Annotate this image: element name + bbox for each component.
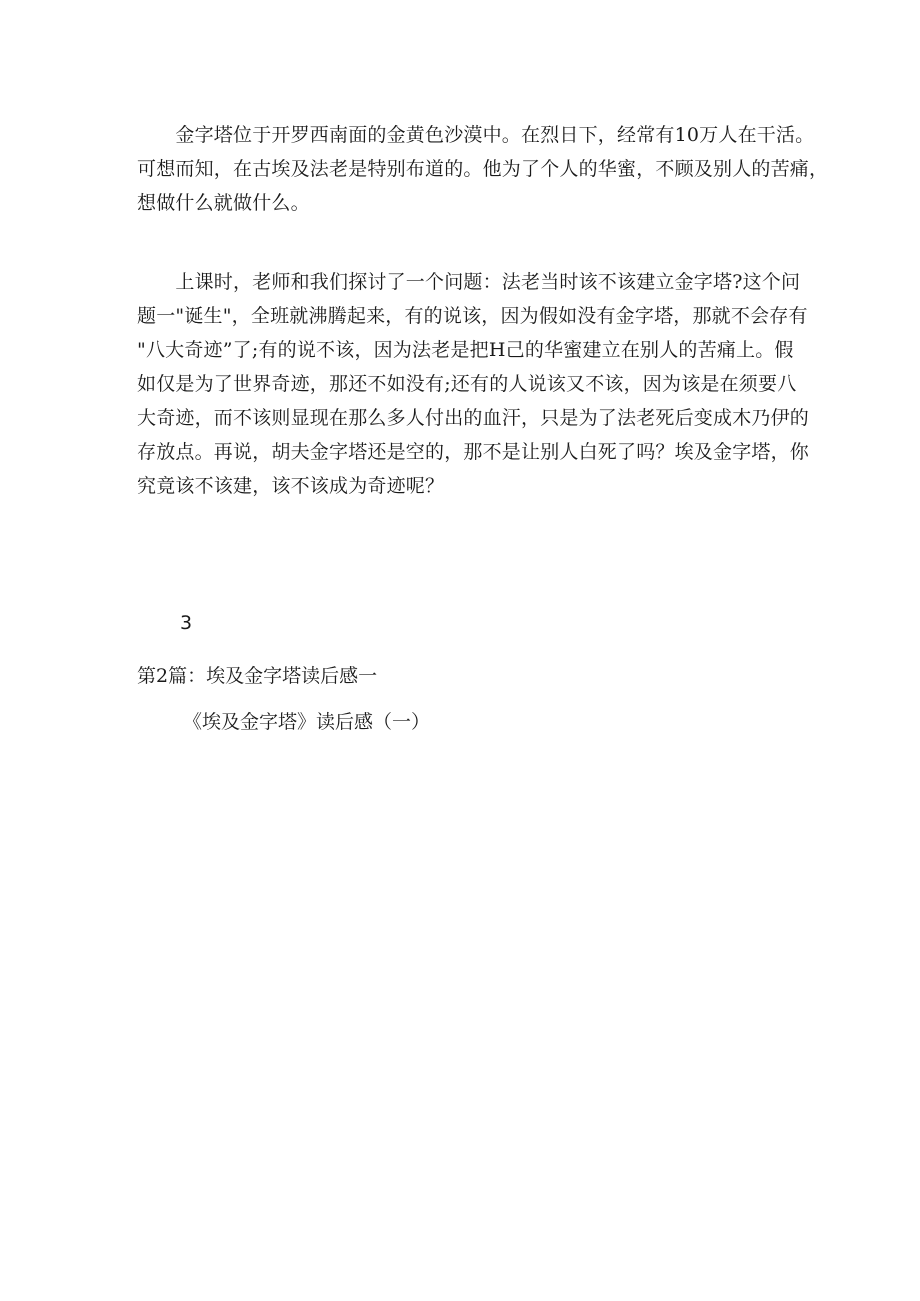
- paragraph-line: 如仅是为了世界奇迹，那还不如没有;还有的人说该又不该，因为该是在须要八: [137, 373, 797, 395]
- paragraph-line: 究竟该不该建，该不该成为奇迹呢？: [137, 475, 445, 497]
- paragraph-line: 上课时，老师和我们探讨了一个问题：法老当时该不该建立金字塔?这个问: [137, 271, 801, 293]
- paragraph-line: 想做什么就做什么。: [137, 192, 310, 214]
- page-number: 3: [180, 612, 193, 634]
- paragraph-line: 可想而知，在古埃及法老是特别布道的。他为了个人的华蜜，不顾及别人的苦痛，: [137, 158, 829, 180]
- paragraph-1: [137, 118, 829, 220]
- chapter-heading: 第2篇：埃及金字塔读后感一: [137, 665, 378, 687]
- paragraph-line: 题一"诞生"，全班就沸腾起来，有的说该，因为假如没有金字塔，那就不会存有: [137, 305, 808, 327]
- paragraph-line: "八大奇迹”了;有的说不该，因为法老是把H己的华蜜建立在别人的苦痛上。假: [137, 339, 794, 361]
- section-subtitle: 《埃及金字塔》读后感（一）: [183, 711, 431, 733]
- paragraph-line: 大奇迹，而不该则显现在那么多人付出的血汗，只是为了法老死后变成木乃伊的: [137, 407, 810, 429]
- paragraph-2: [137, 265, 810, 503]
- paragraph-line: 金字塔位于开罗西南面的金黄色沙漠中。在烈日下，经常有10万人在干活。: [137, 124, 815, 146]
- paragraph-line: 存放点。再说，胡夫金字塔还是空的，那不是让别人白死了吗？埃及金字塔，你: [137, 441, 810, 463]
